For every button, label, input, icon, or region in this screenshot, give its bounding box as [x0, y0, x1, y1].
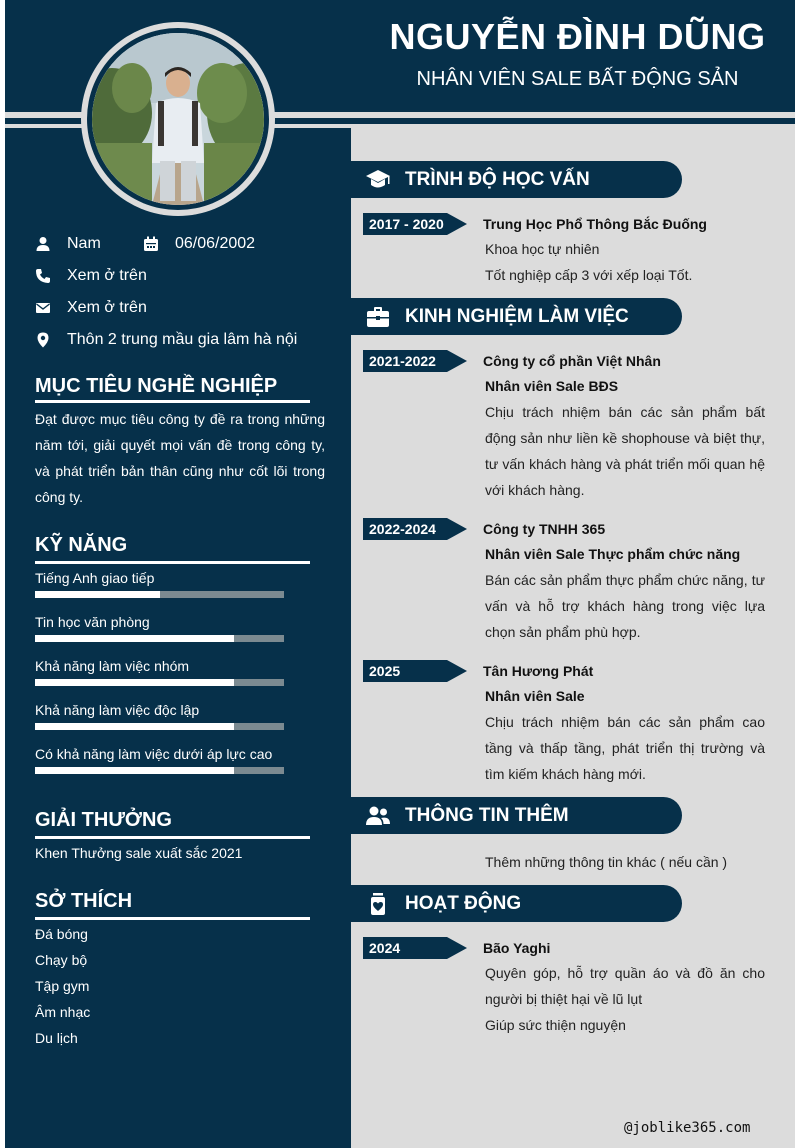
address-row: [35, 331, 297, 349]
location-pin-icon: [35, 332, 51, 348]
activities-title: HOẠT ĐỘNG: [405, 892, 522, 914]
experience-company: Tân Hương Phát: [483, 663, 594, 679]
phone-value: Xem ở trên: [67, 267, 147, 284]
candidate-name: NGUYỄN ĐÌNH DŨNG: [389, 16, 766, 57]
additional-title: THÔNG TIN THÊM: [405, 804, 569, 826]
skill-label: Khả năng làm việc nhóm: [35, 658, 190, 674]
education-school: Trung Học Phổ Thông Bắc Đuống: [483, 216, 707, 232]
hobby-item: Âm nhạc: [35, 1004, 91, 1020]
birthday-value: 06/06/2002: [175, 235, 256, 252]
skills-rule: [35, 561, 310, 564]
skill-label: Tin học văn phòng: [35, 614, 150, 630]
skill-label: Tiếng Anh giao tiếp: [35, 570, 155, 586]
skill-bar-fill: [35, 591, 160, 598]
skill-bar: [35, 767, 284, 774]
hobby-item: Tập gym: [35, 978, 90, 994]
experience-desc: Chịu trách nhiệm bán các sản phẩm cao tầng và thấp tầng, phát triển thị trường và tìm kiếm khách hàng mới.: [485, 714, 765, 782]
skill-bar-fill: [35, 767, 234, 774]
education-line: Khoa học tự nhiên: [485, 241, 600, 257]
experience-position: Nhân viên Sale: [485, 688, 585, 704]
activities-banner: [351, 885, 682, 922]
experience-company: Công ty TNHH 365: [483, 521, 606, 537]
hobbies-rule: [35, 917, 310, 920]
objective-rule: [35, 400, 310, 403]
skill-bar: [35, 723, 284, 730]
objective-title: MỤC TIÊU NGHỀ NGHIỆP: [35, 375, 278, 397]
skill-bar-fill: [35, 679, 234, 686]
education-date-tag: [363, 213, 467, 235]
skill-bar-fill: [35, 723, 234, 730]
education-line: Tốt nghiệp cấp 3 với xếp loại Tốt.: [485, 267, 693, 283]
education-banner: [351, 161, 682, 198]
avatar-photo: [92, 33, 264, 205]
graduation-cap-icon: [351, 167, 405, 193]
users-icon: [351, 803, 405, 829]
additional-text: Thêm những thông tin khác ( nếu cần ): [485, 854, 728, 870]
experience-banner: [351, 298, 682, 335]
hobby-item: Đá bóng: [35, 926, 88, 942]
envelope-icon: [35, 300, 51, 316]
briefcase-icon: [351, 304, 405, 330]
experience-date: 2022-2024: [369, 521, 436, 537]
experience-desc: Bán các sản phẩm thực phẩm chức năng, tư vấn và hỗ trợ khách hàng trong việc lựa chọn sản phẩm phù hợp.: [485, 572, 765, 640]
skill-bar: [35, 591, 284, 598]
additional-banner: [351, 797, 682, 834]
avatar: [92, 33, 264, 205]
watermark: @joblike365.com: [624, 1120, 751, 1136]
experience-date-tag: [363, 350, 467, 372]
objective-text: Đạt được mục tiêu công ty đề ra trong những năm tới, giải quyết mọi vấn đề trong công ty, và phát triển bản thân cũng như cốt lõi trong công ty.: [35, 411, 325, 505]
email-row: [35, 299, 147, 317]
awards-rule: [35, 836, 310, 839]
activity-name: Bão Yaghi: [483, 940, 551, 956]
experience-date-tag: [363, 518, 467, 540]
experience-position: Nhân viên Sale BĐS: [485, 378, 619, 394]
experience-date-tag: [363, 660, 467, 682]
address-value: Thôn 2 trung mầu gia lâm hà nội: [67, 331, 298, 348]
hobby-item: Chạy bộ: [35, 952, 88, 968]
activity-date-tag: [363, 937, 467, 959]
skill-label: Có khả năng làm việc dưới áp lực cao: [35, 746, 273, 762]
skill-bar: [35, 679, 284, 686]
awards-title: GIẢI THƯỞNG: [35, 809, 172, 831]
gender-value: Nam: [67, 235, 101, 252]
activity-desc: Quyên góp, hỗ trợ quần áo và đồ ăn cho người bị thiệt hại về lũ lụt: [485, 965, 765, 1007]
experience-company: Công ty cổ phần Việt Nhân: [483, 353, 661, 369]
person-icon: [35, 236, 51, 252]
skill-label: Khả năng làm việc độc lập: [35, 702, 200, 718]
candidate-job-title: NHÂN VIÊN SALE BẤT ĐỘNG SẢN: [416, 68, 739, 90]
experience-desc: Chịu trách nhiệm bán các sản phẩm bất động sản như liền kề shophouse và biệt thự, tư vấn khách hàng và phát triển mối quan hệ với khách hàng.: [485, 404, 765, 498]
experience-position: Nhân viên Sale Thực phẩm chức năng: [485, 546, 741, 562]
experience-date: 2025: [369, 663, 401, 679]
hobby-item: Du lịch: [35, 1030, 78, 1046]
phone-icon: [35, 268, 51, 284]
activity-date: 2024: [369, 940, 401, 956]
cv-page: [5, 0, 795, 1148]
skills-title: KỸ NĂNG: [35, 534, 128, 556]
birthday-row: [143, 235, 255, 253]
skill-bar-fill: [35, 635, 234, 642]
skill-bar: [35, 635, 284, 642]
phone-row: [35, 267, 147, 285]
education-title: TRÌNH ĐỘ HỌC VẤN: [405, 168, 590, 190]
experience-date: 2021-2022: [369, 353, 436, 369]
donation-jar-icon: [351, 891, 405, 917]
education-date: 2017 - 2020: [369, 216, 444, 232]
calendar-icon: [143, 236, 159, 252]
activity-line: Giúp sức thiện nguyện: [485, 1017, 626, 1033]
award-item: Khen Thưởng sale xuất sắc 2021: [35, 845, 243, 861]
hobbies-title: SỞ THÍCH: [35, 890, 133, 912]
experience-title: KINH NGHIỆM LÀM VIỆC: [405, 305, 629, 327]
gender-row: [35, 235, 101, 253]
email-value: Xem ở trên: [67, 299, 147, 316]
